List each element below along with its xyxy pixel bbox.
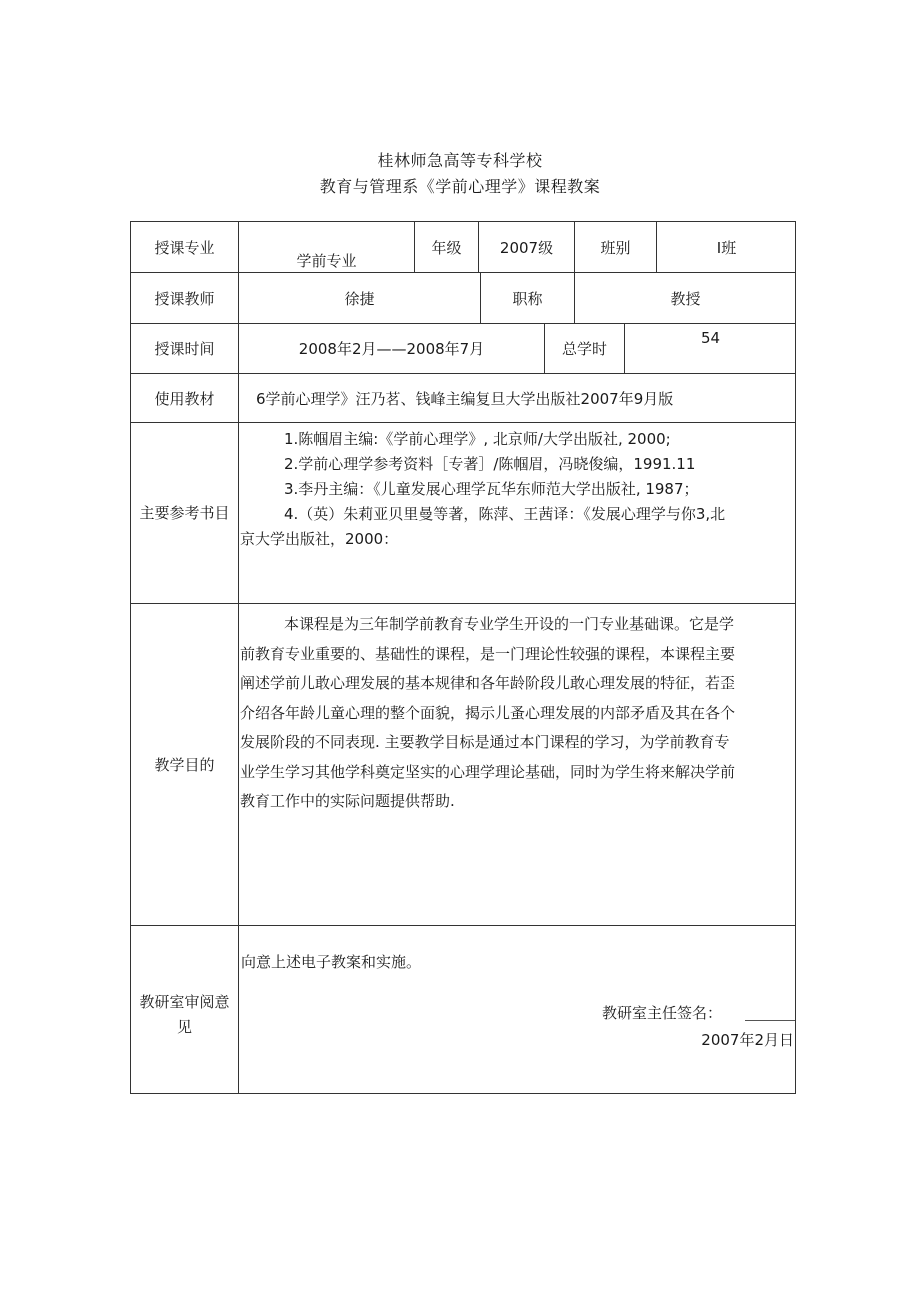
row-divider	[130, 422, 796, 423]
reference-item: 4.（英）朱莉亚贝里曼等著，陈萍、王茜译：《发展心理学与你3,北	[284, 505, 726, 523]
major-label: 授课专业	[154, 239, 215, 257]
reference-item: 1.陈帼眉主编:《学前心理学》, 北京师/大学出版社, 2000;	[284, 430, 671, 448]
class-value: I班	[716, 239, 737, 257]
course-subtitle: 教育与管理系《学前心理学》课程教案	[319, 177, 601, 196]
time-label: 授课时间	[154, 340, 215, 358]
purpose-line: 阐述学前儿敢心理发展的基本规律和各年龄阶段儿敢心理发展的特征，若歪	[240, 674, 736, 692]
purpose-line: 教育工作中的实际问题提供帮助.	[240, 792, 455, 810]
school-title: 桂林师急高等专科学校	[377, 151, 543, 170]
hours-label: 总学时	[561, 340, 607, 358]
review-date: 2007年2月日	[701, 1031, 794, 1049]
grade-value: 2007级	[499, 239, 554, 257]
time-value: 2008年2月——2008年7月	[298, 340, 485, 358]
purpose-line: 本课程是为三年制学前教育专业学生开设的一门专业基础课。它是学	[284, 615, 735, 633]
review-label-line: 见	[176, 1018, 192, 1036]
grade-label: 年级	[431, 239, 462, 257]
row-divider	[130, 373, 796, 374]
reference-item: 3.李丹主编：《儿童发展心理学瓦华东师范大学出版社, 1987；	[284, 480, 699, 498]
hours-value: 54	[700, 329, 721, 347]
purpose-text	[240, 610, 795, 817]
references-list	[240, 427, 796, 552]
textbook-label: 使用教材	[154, 390, 215, 408]
reference-item: 京大学出版社，2000：	[240, 530, 399, 548]
purpose-line: 介绍各年龄儿童心理的整个面貌，揭示儿蚤心理发展的内部矛盾及其在各个	[240, 703, 736, 722]
textbook-value: 6学前心理学》汪乃茗、钱峰主编复旦大学出版社2007年9月版	[256, 390, 674, 408]
review-label-line: 教研室审阅意	[139, 993, 230, 1011]
signature-label: 教研室主任签名：	[602, 1004, 723, 1022]
review-label	[131, 990, 238, 1040]
purpose-line: 前教育专业重要的、基础性的课程，是一门理论性较强的课程，本课程主要	[240, 644, 736, 663]
row-divider	[130, 272, 796, 273]
review-opinion: 向意上述电子教案和实施。	[241, 953, 422, 971]
major-value: 学前专业	[296, 252, 357, 270]
purpose-label: 教学目的	[154, 756, 215, 774]
title-label: 职称	[512, 290, 543, 308]
teacher-label: 授课教师	[154, 290, 215, 308]
title-value: 教授	[670, 290, 701, 308]
teacher-value: 徐捷	[344, 290, 375, 308]
references-label: 主要参考书目	[139, 504, 230, 522]
row-divider	[130, 603, 796, 604]
purpose-line: 发展阶段的不同表现. 主要教学目标是通过本门课程的学习，为学前教育专	[240, 733, 730, 751]
purpose-line: 业学生学习其他学科奠定坚实的心理学理论基础，同时为学生将来解决学前	[240, 762, 736, 781]
row-divider	[130, 323, 796, 324]
row-divider	[130, 925, 796, 926]
class-label: 班别	[600, 239, 631, 257]
signature-line	[745, 1020, 795, 1021]
reference-item: 2.学前心理学参考资料［专著］/陈帼眉，冯晓俊编，1991.11	[284, 455, 696, 473]
